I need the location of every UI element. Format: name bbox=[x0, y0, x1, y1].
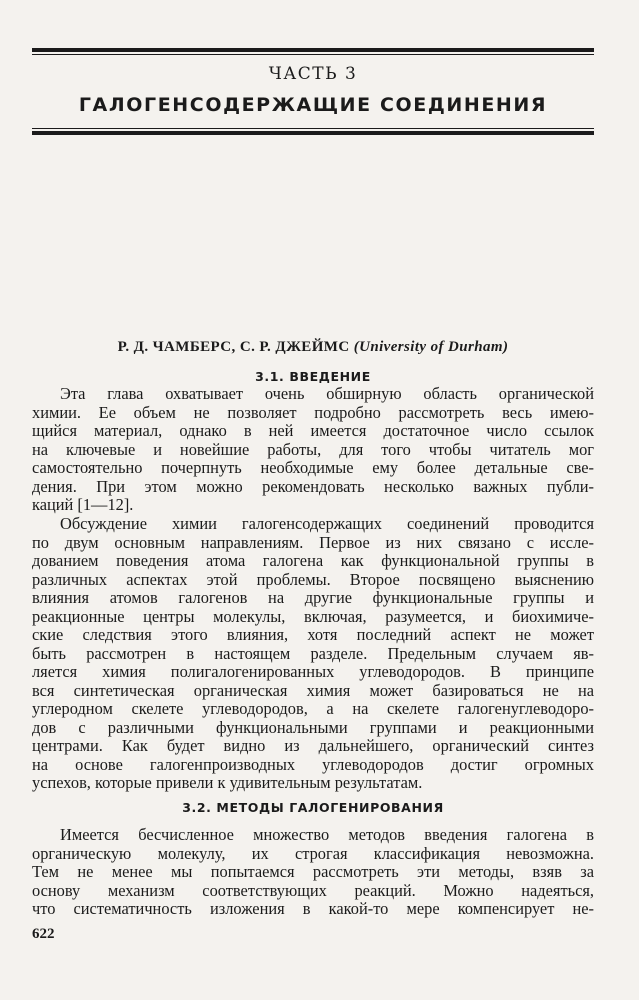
text-line: самостоятельно почерпнуть необходимые ему более детальные све- bbox=[32, 458, 594, 477]
text-line: что систематичность изложения в какой-то мере компенсирует не- bbox=[32, 899, 594, 918]
bottom-rule-thick bbox=[32, 131, 594, 135]
text-line: Тем не менее мы попытаемся рассмотреть эти методы, взяв за bbox=[32, 862, 594, 881]
book-page bbox=[32, 0, 594, 1000]
intro-paragraph-1 bbox=[32, 385, 594, 515]
text-line: углеродном скелете углеводородов, а на скелете галогенуглеводоро- bbox=[32, 699, 594, 718]
text-line: щийся материал, однако в ней имеется достаточное число ссылок bbox=[32, 421, 594, 440]
author-names: Р. Д. ЧАМБЕРС, С. Р. ДЖЕЙМС bbox=[117, 339, 350, 355]
text-line: центрами. Как будет видно из дальнейшего, органический синтез bbox=[32, 736, 594, 755]
top-rule-thin bbox=[32, 54, 594, 55]
page-number: 622 bbox=[32, 926, 55, 942]
text-line: дения. При этом можно рекомендовать несколько важных публи- bbox=[32, 476, 594, 496]
text-line: дов с различными функциональными группами и реакционными bbox=[32, 717, 594, 737]
text-line: на ключевые и новейшие работы, для того чтобы читатель мог bbox=[32, 439, 594, 459]
text-line: органическую молекулу, их строгая классификация невозможна. bbox=[32, 843, 594, 863]
author-affiliation: (University of Durham) bbox=[353, 339, 509, 355]
methods-paragraph-1 bbox=[32, 826, 594, 919]
authors-line bbox=[32, 339, 594, 356]
text-line: Обсуждение химии галогенсодержащих соединений проводится bbox=[60, 514, 594, 533]
text-line: Имеется бесчисленное множество методов введения галогена в bbox=[60, 825, 594, 844]
bottom-rule-thin bbox=[32, 128, 594, 129]
text-line: влияния атомов галогенов на другие функциональные группы и bbox=[32, 588, 594, 607]
section-heading-halogenation-methods: 3.2. МЕТОДЫ ГАЛОГЕНИРОВАНИЯ bbox=[182, 800, 444, 815]
text-line: различных аспектах этой проблемы. Второе посвящено выяснению bbox=[32, 569, 594, 589]
intro-paragraph-2 bbox=[32, 515, 594, 793]
text-line: ские следствия этого влияния, хотя последний аспект не может bbox=[32, 625, 594, 644]
text-line: Эта глава охватывает очень обширную область органической bbox=[60, 384, 594, 403]
text-line: по двум основным направлениям. Первое из них связано с иссле- bbox=[32, 532, 594, 552]
text-line: на основе галогенпроизводных углеводородов достиг огромных bbox=[32, 754, 594, 774]
part-label: ЧАСТЬ 3 bbox=[268, 64, 358, 84]
text-line: реакционные центры молекулы, включая, разумеется, и биохимиче- bbox=[32, 606, 594, 626]
section-heading-introduction: 3.1. ВВЕДЕНИЕ bbox=[255, 369, 371, 384]
text-line: вся синтетическая органическая химия может базироваться не на bbox=[32, 680, 594, 700]
text-line: каций [1—12]. bbox=[32, 495, 134, 514]
text-line: химии. Ее объем не позволяет подробно рассмотреть весь имею- bbox=[32, 402, 594, 422]
text-line: успехов, которые привели к удивительным результатам. bbox=[32, 773, 423, 792]
text-line: быть рассмотрен в настоящем разделе. Предельным случаем яв- bbox=[32, 643, 594, 663]
text-line: ляется химия полигалогенированных углеводородов. В принципе bbox=[32, 662, 594, 681]
text-line: дованием поведения атома галогена как функциональной группы в bbox=[32, 551, 594, 570]
part-title: ГАЛОГЕНСОДЕРЖАЩИЕ СОЕДИНЕНИЯ bbox=[78, 94, 548, 116]
top-rule-thick bbox=[32, 48, 594, 52]
text-line: основу механизм соответствующих реакций. Можно надеяться, bbox=[32, 880, 594, 900]
